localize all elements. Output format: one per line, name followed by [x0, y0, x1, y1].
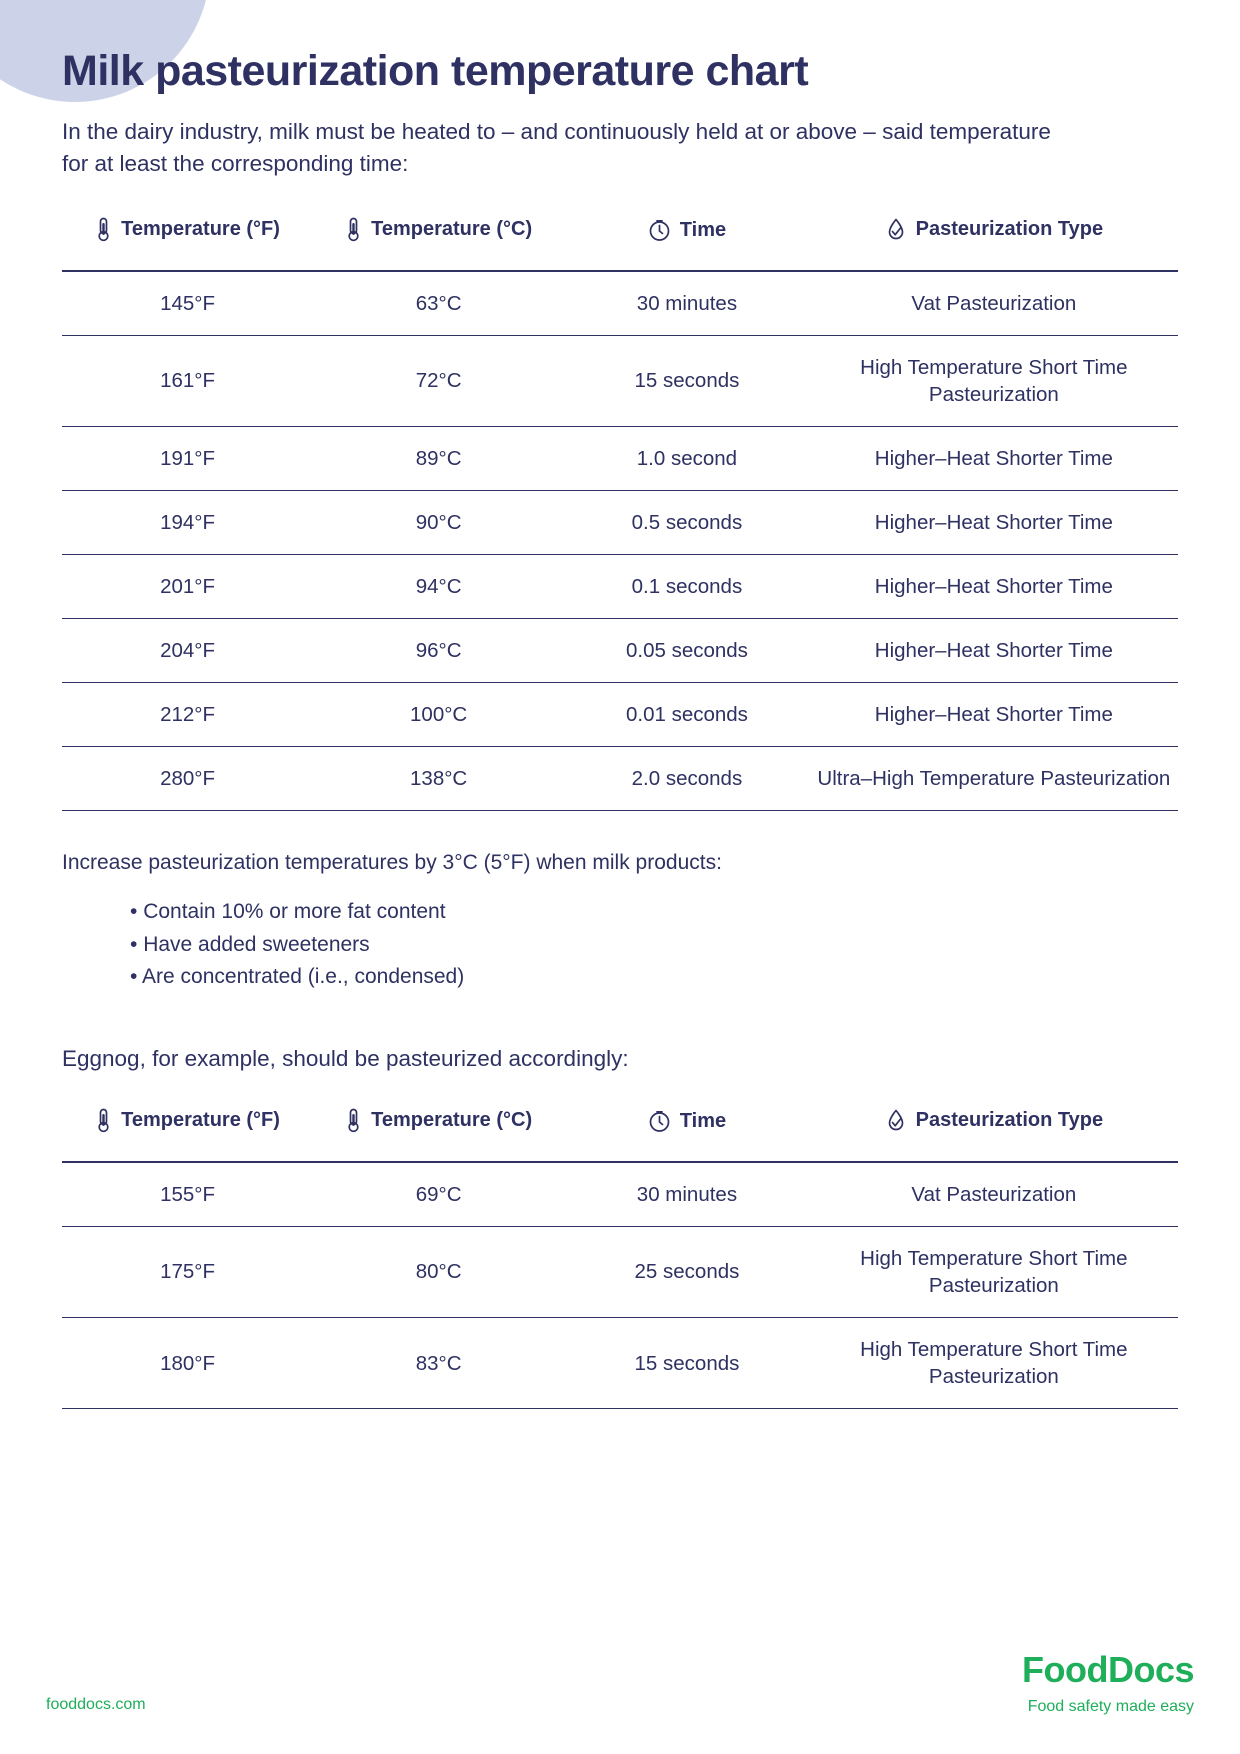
list-item: • Contain 10% or more fat content	[62, 896, 1178, 929]
document-content	[62, 0, 1178, 1409]
cell-temp-f: 175°F	[62, 1226, 313, 1317]
cell-type: Higher–Heat Shorter Time	[810, 491, 1178, 555]
cell-temp-f: 161°F	[62, 335, 313, 426]
cell-temp-c: 72°C	[313, 335, 564, 426]
column-header-time	[564, 217, 810, 271]
cell-temp-c: 96°C	[313, 619, 564, 683]
cell-time: 0.01 seconds	[564, 683, 810, 747]
cell-type: Higher–Heat Shorter Time	[810, 555, 1178, 619]
column-header-type-label: Pasteurization Type	[915, 217, 1104, 240]
milk-pasteurization-table	[62, 217, 1178, 811]
cell-temp-c: 69°C	[313, 1162, 564, 1227]
column-header-time-label: Time	[679, 1109, 727, 1132]
cell-time: 15 seconds	[564, 1318, 810, 1409]
brand-block	[1022, 1649, 1194, 1716]
thermometer-icon	[345, 1108, 362, 1133]
table-row	[62, 1318, 1178, 1409]
table-row	[62, 555, 1178, 619]
thermometer-icon	[95, 217, 112, 242]
clock-icon	[648, 219, 671, 242]
table-row	[62, 619, 1178, 683]
cell-temp-f: 201°F	[62, 555, 313, 619]
page-footer	[0, 1604, 1240, 1754]
eggnog-pasteurization-table	[62, 1108, 1178, 1409]
column-header-temp-f	[62, 1108, 313, 1162]
droplet-check-icon	[885, 217, 907, 242]
cell-temp-c: 94°C	[313, 555, 564, 619]
cell-time: 1.0 second	[564, 426, 810, 490]
cell-type: Ultra–High Temperature Pasteurization	[810, 747, 1178, 811]
cell-temp-c: 100°C	[313, 683, 564, 747]
cell-temp-c: 89°C	[313, 426, 564, 490]
cell-temp-f: 194°F	[62, 491, 313, 555]
thermometer-icon	[95, 1108, 112, 1133]
cell-time: 30 minutes	[564, 271, 810, 336]
eggnog-section-lead: Eggnog, for example, should be pasteurized accordingly:	[62, 1045, 629, 1071]
column-header-temp-f	[62, 217, 313, 271]
cell-temp-f: 180°F	[62, 1318, 313, 1409]
column-header-time	[564, 1108, 810, 1162]
cell-time: 0.1 seconds	[564, 555, 810, 619]
eggnog-table-body	[62, 1162, 1178, 1409]
cell-type: High Temperature Short Time Pasteurization	[810, 1318, 1178, 1409]
table-row	[62, 271, 1178, 336]
cell-time: 0.5 seconds	[564, 491, 810, 555]
list-item: • Have added sweeteners	[62, 929, 1178, 962]
cell-time: 25 seconds	[564, 1226, 810, 1317]
cell-temp-c: 90°C	[313, 491, 564, 555]
column-header-type	[810, 217, 1178, 271]
cell-type: Vat Pasteurization	[810, 1162, 1178, 1227]
column-header-type-label: Pasteurization Type	[915, 1108, 1104, 1131]
fooddocs-logo: FoodDocs	[1022, 1649, 1194, 1690]
column-header-temp-c-label: Temperature (°C)	[371, 1108, 533, 1131]
column-header-time-label: Time	[679, 218, 727, 241]
column-header-temp-c	[313, 1108, 564, 1162]
table-header	[62, 217, 1178, 271]
column-header-type	[810, 1108, 1178, 1162]
column-header-temp-c	[313, 217, 564, 271]
cell-temp-c: 80°C	[313, 1226, 564, 1317]
cell-time: 30 minutes	[564, 1162, 810, 1227]
brand-tagline: Food safety made easy	[1027, 1698, 1194, 1715]
table-row	[62, 491, 1178, 555]
cell-temp-c: 63°C	[313, 271, 564, 336]
table-row	[62, 335, 1178, 426]
droplet-check-icon	[885, 1108, 907, 1133]
table-row	[62, 1162, 1178, 1227]
cell-time: 15 seconds	[564, 335, 810, 426]
cell-type: Vat Pasteurization	[810, 271, 1178, 336]
cell-type: Higher–Heat Shorter Time	[810, 619, 1178, 683]
cell-time: 0.05 seconds	[564, 619, 810, 683]
intro-paragraph: In the dairy industry, milk must be heated to – and continuously held at or above – said temperature for at least the corresponding time:	[62, 118, 1051, 177]
milk-table-body	[62, 271, 1178, 811]
table-row	[62, 1226, 1178, 1317]
cell-temp-f: 212°F	[62, 683, 313, 747]
cell-temp-f: 155°F	[62, 1162, 313, 1227]
table-row	[62, 426, 1178, 490]
cell-temp-c: 83°C	[313, 1318, 564, 1409]
cell-temp-f: 191°F	[62, 426, 313, 490]
table-header-row	[62, 1108, 1178, 1162]
cell-type: Higher–Heat Shorter Time	[810, 683, 1178, 747]
column-header-temp-c-label: Temperature (°C)	[371, 217, 533, 240]
cell-type: Higher–Heat Shorter Time	[810, 426, 1178, 490]
cell-temp-f: 280°F	[62, 747, 313, 811]
cell-temp-f: 204°F	[62, 619, 313, 683]
column-header-temp-f-label: Temperature (°F)	[121, 1108, 280, 1131]
list-item: • Are concentrated (i.e., condensed)	[62, 961, 1178, 994]
cell-temp-c: 138°C	[313, 747, 564, 811]
page-title: Milk pasteurization temperature chart	[62, 47, 809, 95]
cell-time: 2.0 seconds	[564, 747, 810, 811]
thermometer-icon	[345, 217, 362, 242]
conditions-list	[62, 896, 1178, 994]
table-row	[62, 747, 1178, 811]
table-header	[62, 1108, 1178, 1162]
column-header-temp-f-label: Temperature (°F)	[121, 217, 280, 240]
clock-icon	[648, 1110, 671, 1133]
increase-note: Increase pasteurization temperatures by 3°C (5°F) when milk products:	[62, 851, 722, 875]
cell-type: High Temperature Short Time Pasteurization	[810, 335, 1178, 426]
footer-website-link[interactable]: fooddocs.com	[46, 1696, 146, 1713]
table-header-row	[62, 217, 1178, 271]
table-row	[62, 683, 1178, 747]
cell-temp-f: 145°F	[62, 271, 313, 336]
cell-type: High Temperature Short Time Pasteurization	[810, 1226, 1178, 1317]
